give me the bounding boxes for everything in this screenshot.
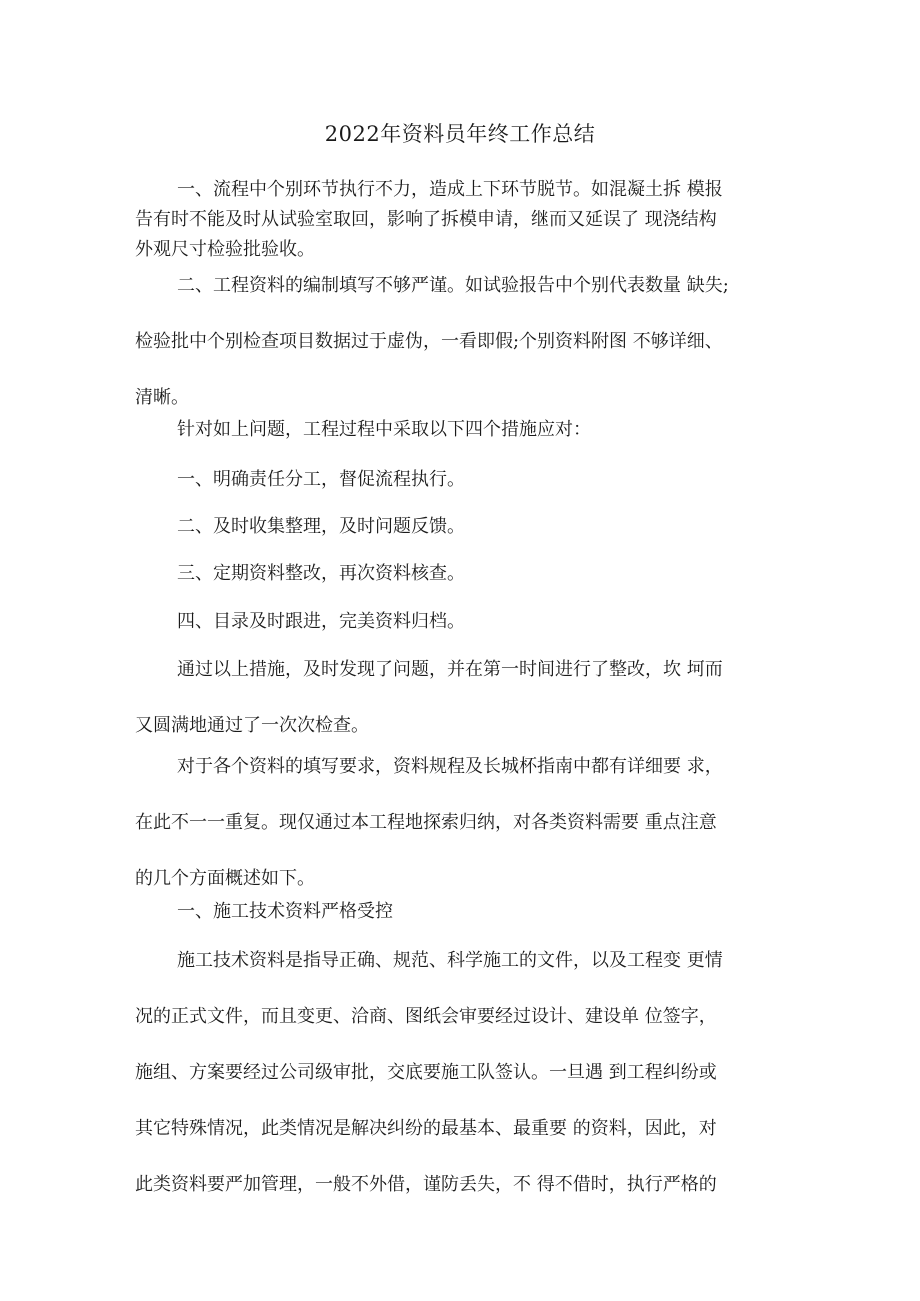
paragraph-technical-docs	[135, 933, 795, 1213]
text-line: 通过以上措施，及时发现了问题，并在第一时间进行了整改，坎 坷而	[177, 659, 723, 680]
text-line: 二、工程资料的编制填写不够严谨。如试验报告中个别代表数量 缺失;	[177, 275, 729, 296]
text-line: 对于各个资料的填写要求，资料规程及长城杯指南中都有详细要 求，	[177, 756, 723, 777]
text-line: 检验批中个别检查项目数据过于虚伪，一看即假;个别资料附图 不够详细、	[135, 331, 723, 352]
paragraph-documentation-issues	[135, 258, 795, 426]
text-line: 此类资料要严加管理，一般不外借，谨防丢失，不 得不借时，执行严格的	[135, 1174, 717, 1195]
text-line: 一、明确责任分工，督促流程执行。	[177, 469, 465, 490]
section-heading-technical-docs	[135, 884, 795, 940]
text-line: 在此不一一重复。现仅通过本工程地探索归纳，对各类资料需要 重点注意	[135, 812, 717, 833]
paragraph-requirements	[135, 739, 795, 907]
paragraph-results	[135, 642, 795, 754]
text-line: 三、定期资料整改，再次资料核查。	[177, 563, 465, 584]
text-line: 况的正式文件，而且变更、洽商、图纸会审要经过设计、建设单 位签字，	[135, 1006, 717, 1027]
text-line: 针对如上问题，工程过程中采取以下四个措施应对：	[177, 419, 591, 440]
text-line: 其它特殊情况，此类情况是解决纠纷的最基本、最重要 的资料，因此，对	[135, 1118, 717, 1139]
text-line: 清晰。	[135, 387, 189, 408]
text-line: 施工技术资料是指导正确、规范、科学施工的文件，以及工程变 更情	[177, 950, 723, 971]
text-line: 的几个方面概述如下。	[135, 868, 315, 889]
text-line: 施组、方案要经过公司级审批，交底要施工队签认。一旦遇 到工程纠纷或	[135, 1062, 717, 1083]
text-line: 一、施工技术资料严格受控	[177, 901, 393, 922]
text-line: 告有时不能及时从试验室取回，影响了拆模申请，继而又延误了 现浇结构	[135, 209, 717, 230]
text-line: 外观尺寸检验批验收。	[135, 239, 315, 260]
paragraph-process-issues	[135, 175, 795, 265]
document-title: 2022年资料员年终工作总结	[324, 122, 596, 146]
paragraph-measures-intro	[135, 402, 795, 458]
text-line: 一、流程中个别环节执行不力，造成上下环节脱节。如混凝土拆 模报	[177, 179, 723, 200]
text-line: 又圆满地通过了一次次检查。	[135, 715, 369, 736]
text-line: 二、及时收集整理，及时问题反馈。	[177, 516, 465, 537]
text-line: 四、目录及时跟进，完美资料归档。	[177, 611, 465, 632]
